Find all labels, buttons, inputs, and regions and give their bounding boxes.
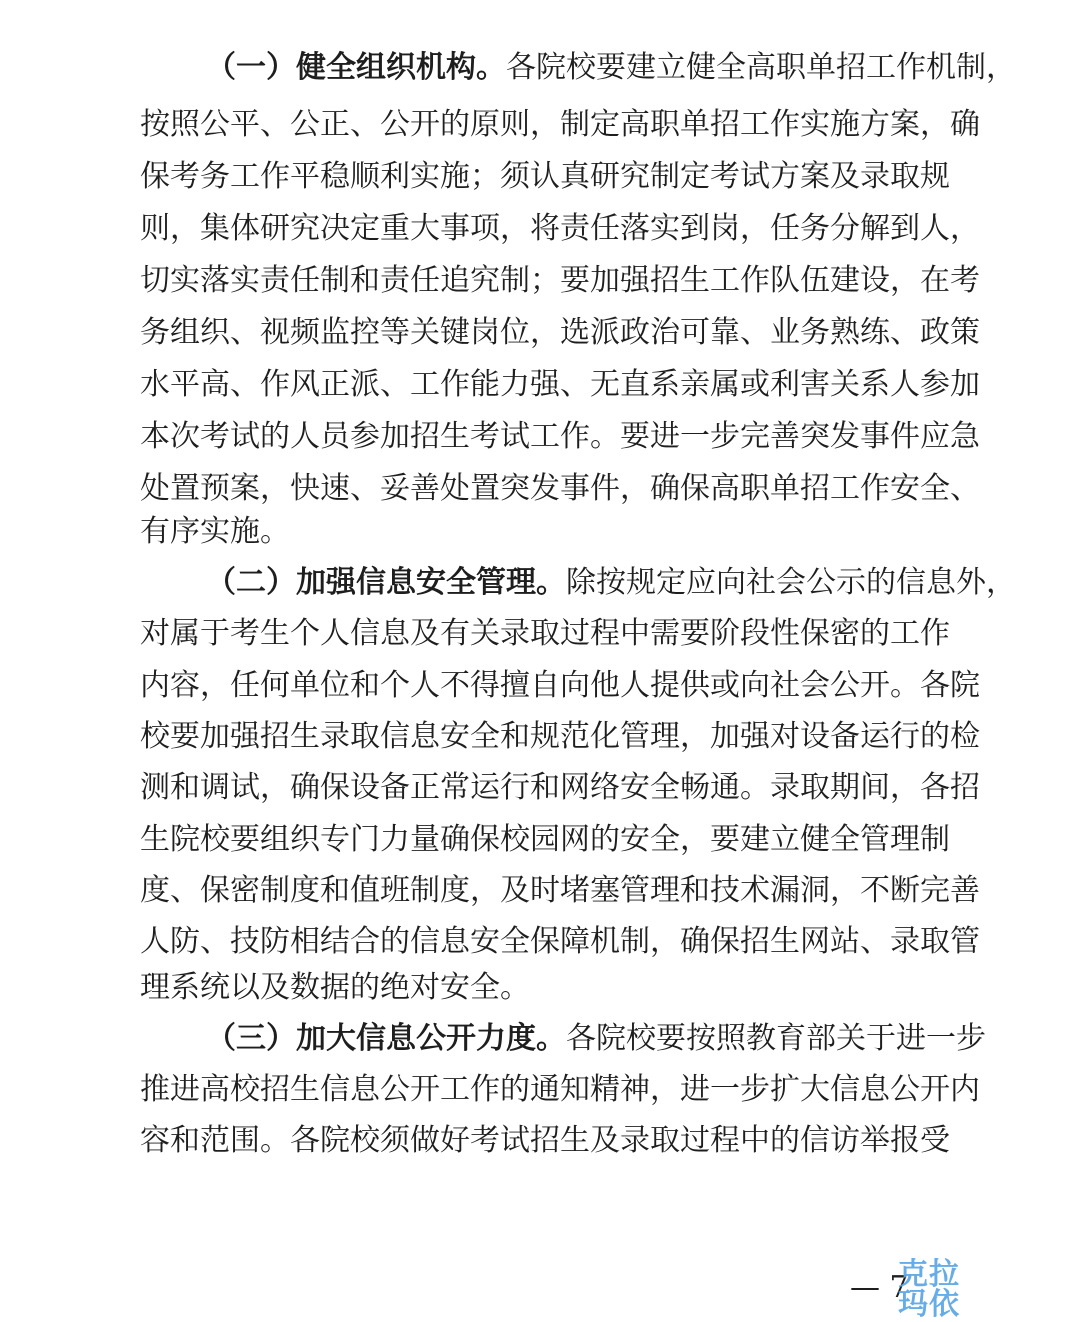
section-3-heading: （三）加大信息公开力度。 [206, 1021, 566, 1056]
section-3-line: 推进高校招生信息公开工作的通知精神，进一步扩大信息公开内 [140, 1072, 980, 1107]
page-number: — 7 [850, 1270, 909, 1305]
watermark-logo [898, 1257, 968, 1322]
section-1-line: 水平高、作风正派、工作能力强、无直系亲属或利害关系人参加 [140, 367, 980, 402]
section-3-line: 容和范围。各院校须做好考试招生及录取过程中的信访举报受 [140, 1123, 950, 1158]
section-2-line: 度、保密制度和值班制度，及时堵塞管理和技术漏洞，不断完善 [140, 873, 980, 908]
section-2-line: 测和调试，确保设备正常运行和网络安全畅通。录取期间，各招 [140, 770, 980, 805]
section-1-line: 按照公平、公正、公开的原则，制定高职单招工作实施方案，确 [140, 107, 980, 142]
section-1-line: 切实落实责任制和责任追究制；要加强招生工作队伍建设，在考 [140, 263, 980, 298]
section-2-first-line [206, 557, 1016, 609]
watermark-line-2: 玛依 [898, 1287, 960, 1322]
section-2-line-0: 除按规定应向社会公示的信息外， [566, 565, 1016, 600]
section-2-line: 对属于考生个人信息及有关录取过程中需要阶段性保密的工作 [140, 616, 950, 651]
section-3-first-line [206, 1013, 986, 1065]
section-1-first-line [206, 42, 1016, 94]
section-2-line: 内容，任何单位和个人不得擅自向他人提供或向社会公开。各院 [140, 668, 980, 703]
section-1-heading: （一）健全组织机构。 [206, 50, 506, 85]
section-2-line: 生院校要组织专门力量确保校园网的安全，要建立健全管理制 [140, 822, 950, 857]
section-3-line-0: 各院校要按照教育部关于进一步 [566, 1021, 986, 1056]
section-1-line: 本次考试的人员参加招生考试工作。要进一步完善突发事件应急 [140, 419, 980, 454]
section-1-line-0: 各院校要建立健全高职单招工作机制， [506, 50, 1016, 85]
section-1-line: 有序实施。 [140, 514, 290, 549]
section-2-line: 校要加强招生录取信息安全和规范化管理，加强对设备运行的检 [140, 719, 980, 754]
section-1-line: 则，集体研究决定重大事项，将责任落实到岗，任务分解到人， [140, 211, 980, 246]
section-1-line: 处置预案，快速、妥善处置突发事件，确保高职单招工作安全、 [140, 471, 980, 506]
section-2-line: 理系统以及数据的绝对安全。 [140, 970, 530, 1005]
section-1-line: 务组织、视频监控等关键岗位，选派政治可靠、业务熟练、政策 [140, 315, 980, 350]
section-2-line: 人防、技防相结合的信息安全保障机制，确保招生网站、录取管 [140, 924, 980, 959]
watermark-line-1: 克拉 [898, 1257, 960, 1292]
section-1-line: 保考务工作平稳顺利实施；须认真研究制定考试方案及录取规 [140, 159, 950, 194]
section-2-heading: （二）加强信息安全管理。 [206, 565, 566, 600]
